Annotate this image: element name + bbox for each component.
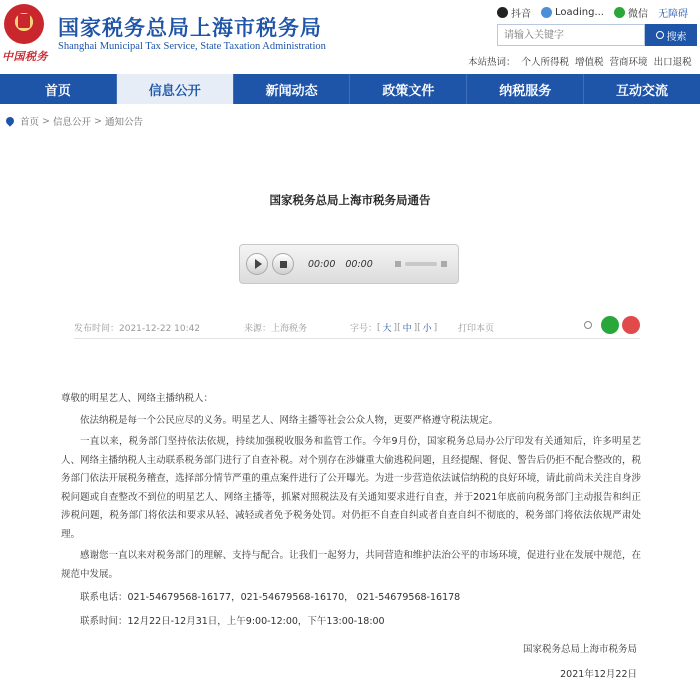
- accessibility-link[interactable]: 无障碍: [658, 8, 688, 20]
- play-icon: [255, 259, 262, 269]
- salutation: 尊敬的明星艺人、网络主播纳税人：: [61, 393, 214, 404]
- search-button-label: 搜索: [666, 31, 687, 43]
- volume-low-icon: [395, 261, 401, 267]
- douyin-link[interactable]: [497, 5, 531, 20]
- font-size-small[interactable]: 小: [422, 324, 432, 334]
- tax-emblem-icon[interactable]: [4, 4, 44, 44]
- site-subtitle: Shanghai Municipal Tax Service, State Taxation Administration: [58, 41, 326, 52]
- paragraph: 感谢您一直以来对税务部门的理解、支持与配合。让我们一起努力，共同营造和维护法治公平的市场环境，促进行业在发展中规范，在规范中发展。: [61, 550, 641, 580]
- volume-high-icon: [441, 261, 447, 267]
- bracket: ]: [413, 322, 418, 333]
- publish-time: 发布时间：2021-12-22 10:42: [74, 324, 201, 334]
- app-icon: [541, 7, 552, 18]
- volume-slider[interactable]: [405, 262, 437, 266]
- emblem-text: 中国税务: [2, 50, 48, 63]
- signature: 国家税务总局上海市税务局: [522, 644, 637, 655]
- hot-word-item[interactable]: 出口退税: [653, 57, 692, 68]
- stop-button[interactable]: [272, 253, 294, 275]
- audio-player: [239, 244, 459, 284]
- breadcrumb-home[interactable]: 首页: [20, 117, 40, 128]
- font-size-control: [350, 321, 458, 334]
- search-button[interactable]: [645, 24, 697, 46]
- article-source: 来源：上海税务: [244, 324, 308, 334]
- douyin-icon: [497, 7, 508, 18]
- meta-divider: [74, 338, 640, 339]
- bracket: ]: [433, 322, 438, 333]
- nav-item-interaction[interactable]: 互动交流: [616, 83, 669, 99]
- breadcrumb-info[interactable]: 信息公开: [52, 117, 91, 128]
- font-size-large[interactable]: 大: [382, 324, 392, 334]
- paragraph: 一直以来，税务部门坚持依法依规，持续加强税收服务和监管工作。今年9月份，国家税务总局办公厅印发有关通知后，许多明星艺人、网络主播纳税人主动联系税务部门进行了自查补税。对个别存在涉嫌重大偷逃税问题，且经提醒、督促、警告后仍拒不配合整改的，税务部门依法开展税务稽查，选择部分情节严重的重点案件进行了公开曝光。为进一步营造依法诚信纳税的良好环境，请此前尚未关注自身涉税问题或自查整改不到位的明星艺人、网络主播等，抓紧对照税法及有关通知要求进行自查，并于2021年底前向税务部门主动报告和纠正涉税问题，税务部门将依法和要求从轻、减轻或者免予税务处罚。对仍拒不自查自纠或者自查自纠不彻底的，税务部门将依法依规严肃处理。: [61, 436, 641, 540]
- bracket: [: [377, 322, 381, 333]
- bracket: [: [417, 322, 421, 333]
- douyin-label: 抖音: [511, 8, 531, 20]
- location-pin-icon: [4, 115, 15, 126]
- bracket: ]: [393, 322, 398, 333]
- site-title[interactable]: 国家税务总局上海市税务局: [58, 16, 322, 40]
- play-button[interactable]: [246, 253, 268, 275]
- volume-control[interactable]: [395, 261, 447, 267]
- nav-item-tax-service[interactable]: 纳税服务: [467, 74, 584, 104]
- search-icon: [656, 31, 664, 39]
- article-meta: [74, 321, 640, 334]
- hot-word-item[interactable]: 个人所得税: [521, 57, 570, 68]
- breadcrumb-notice[interactable]: 通知公告: [104, 117, 143, 128]
- hot-word-item[interactable]: 营商环境: [609, 57, 648, 68]
- loading-label: Loading...: [555, 6, 604, 18]
- breadcrumb: [6, 114, 143, 128]
- nav-item-info-disclosure[interactable]: 信息公开: [117, 74, 234, 104]
- hot-word-item[interactable]: 增值税: [575, 57, 604, 68]
- nav-item-home[interactable]: 首页: [0, 74, 117, 104]
- bracket: [: [397, 322, 401, 333]
- signature-date: 2021年12月22日: [560, 668, 637, 680]
- font-size-label: 字号：: [350, 324, 378, 334]
- font-size-medium[interactable]: 中: [402, 324, 412, 334]
- wechat-icon: [614, 7, 625, 18]
- print-page-link[interactable]: 打印本页: [458, 324, 495, 334]
- search-input[interactable]: [497, 24, 645, 46]
- main-nav: [0, 74, 700, 104]
- nav-item-news[interactable]: 新闻动态: [234, 74, 351, 104]
- hot-words-label: 本站热词：: [468, 57, 516, 68]
- duration: 00:00: [345, 258, 373, 270]
- breadcrumb-separator: >: [94, 115, 102, 127]
- current-time: 00:00: [308, 258, 336, 270]
- nav-item-policy[interactable]: 政策文件: [350, 74, 467, 104]
- top-links: [497, 4, 698, 20]
- wechat-label: 微信: [628, 8, 648, 20]
- breadcrumb-separator: >: [42, 115, 50, 127]
- loading-link[interactable]: [541, 7, 604, 18]
- wechat-link[interactable]: [614, 5, 648, 20]
- share-bar: [584, 316, 640, 334]
- search-bar: [497, 24, 697, 46]
- share-icon[interactable]: [584, 321, 592, 329]
- hot-words: [468, 54, 692, 68]
- site-header: [0, 0, 700, 72]
- paragraph: 依法纳税是每一个公民应尽的义务。明星艺人、网络主播等社会公众人物，更要严格遵守税法规定。: [80, 414, 499, 426]
- article-title: 国家税务总局上海市税务局通告: [269, 193, 431, 207]
- weibo-share-icon[interactable]: [622, 316, 640, 334]
- contact-phone: 联系电话：021-54679568-16177，021-54679568-16170， 021-54679568-16178: [80, 592, 461, 603]
- contact-time: 联系时间：12月22日-12月31日，上午9:00-12:00，下午13:00-18:00: [80, 615, 385, 627]
- article-body: [61, 390, 641, 687]
- stop-icon: [280, 261, 287, 268]
- wechat-share-icon[interactable]: [601, 316, 619, 334]
